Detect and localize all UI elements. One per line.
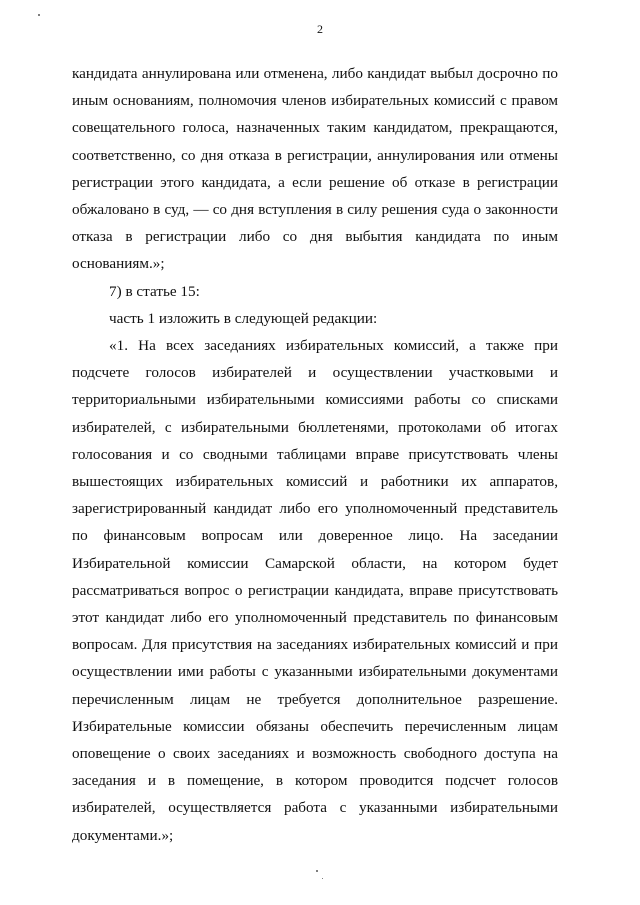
scan-speck [316,870,318,872]
scan-speck [38,14,40,16]
paragraph-amendment-text: «1. На всех заседаниях избирательных комиссий, а также при подсчете голосов избирателей и осуществлении участковыми и территориальными избирательными комиссиями работы со списками избирателей, с избирательными бюллетенями, протоколами об итогах голосования и со сводными таблицами вправе присутствовать члены вышестоящих избирательных комиссий и работники их аппаратов, зарегистрированный кандидат либо его уполномоченный представитель по финансовым вопросам или доверенное лицо. На заседании Избирательной комиссии Самарской области, на котором будет рассматриваться вопрос о регистрации кандидата, вправе присутствовать этот кандидат либо его уполномоченный представитель по финансовым вопросам. Для присутствия на заседаниях избирательных комиссий и при осуществлении ими работы с указанными избирательными документами перечисленным лицам не требуется дополнительное разрешение. Избирательные комиссии обязаны обеспечить перечисленным лицам оповещение о своих заседаниях и возможность свободного доступа на заседания и в помещение, в котором проводится подсчет голосов избирателей, осуществляется работа с указанными избирательными документами.»; [72,337,558,844]
scan-speck [322,878,323,879]
paragraph-amendment-intro: часть 1 изложить в следующей редакции: [109,309,378,327]
paragraph-article-item: 7) в статье 15: [109,282,200,300]
document-body [72,60,558,849]
paragraph-continuation: кандидата аннулирована или отменена, либо кандидат выбыл досрочно по иным основаниям, полномочия членов избирательных комиссий с правом совещательного голоса, назначенных таким кандидатом, прекращаются, соответственно, со дня отказа в регистрации, аннулирования или отмены регистрации этого кандидата, а если решение об отказе в регистрации обжаловано в суд, — со дня вступления в силу решения суда о законности отказа в регистрации либо со дня выбытия кандидата по иным основаниям.»; [72,65,558,273]
page-number: 2 [317,22,323,36]
